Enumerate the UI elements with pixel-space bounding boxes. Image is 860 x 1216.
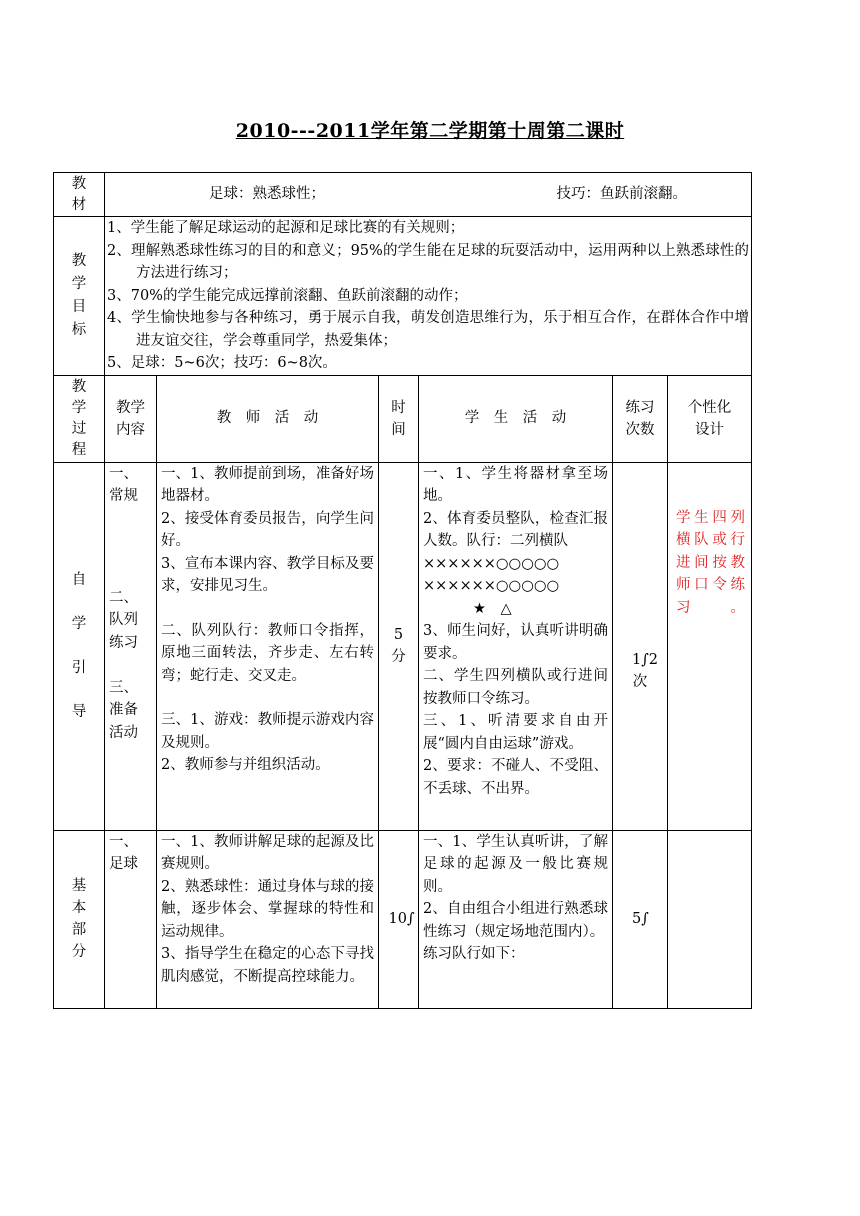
objectives-row: [54, 217, 752, 376]
section1-content: [105, 462, 157, 830]
section2-design: [668, 830, 752, 1008]
student-step-5: 三、1、听清要求自由开展“圆内自由运球”游戏。: [423, 713, 608, 752]
material-row: [54, 173, 752, 217]
teacher-step-5: 三、1、游戏：教师提示游戏内容及规则。: [161, 712, 374, 751]
material-gymnastics: 技巧：鱼跃前滚翻。: [556, 186, 687, 203]
student-step-2: 2、体育委员整队，检查汇报人数。队行：二列横队: [423, 510, 608, 549]
header-student: 学 生 活 动: [419, 375, 613, 462]
teacher-basic-2: 2、熟悉球性：通过身体与球的接触，逐步体会、掌握球的特性和运动规律。: [161, 878, 374, 940]
teacher-basic-3: 3、指导学生在稳定的心态下寻找肌肉感觉，不断提高控球能力。: [161, 946, 374, 985]
section2-content: [105, 830, 157, 1008]
section2-time: 10∫: [379, 830, 419, 1008]
objective-item-2: 2、理解熟悉球性练习的目的和意义；95%的学生能在足球的玩耍活动中，运用两种以上熟悉球性的方法进行练习；: [107, 242, 749, 281]
material-football: 足球：熟悉球性；: [209, 186, 325, 203]
teacher-basic-1: 一、1、教师讲解足球的起源及比赛规则。: [161, 833, 374, 872]
section1-design: [668, 462, 752, 830]
student-step-4: 二、学生四列横队或行进间按教师口令练习。: [423, 668, 608, 707]
header-row: [54, 375, 752, 462]
content-formation: 二、队列练习: [109, 589, 138, 651]
section2-teacher: [157, 830, 379, 1008]
formation-line-3: ★ △: [473, 600, 512, 617]
section1-student: [419, 462, 613, 830]
section1-label: 自学引导: [54, 462, 105, 830]
content-routine: 一、常规: [109, 465, 138, 504]
teacher-step-2: 2、接受体育委员报告，向学生问好。: [161, 510, 374, 549]
section1-count: 1∫2次: [613, 462, 668, 830]
design-note: 学生四列横队或行进间按教师口令练习。: [676, 509, 745, 616]
objectives-cell: [105, 217, 752, 376]
header-content: 教学内容: [105, 375, 157, 462]
content-football: 一、足球: [109, 833, 138, 872]
objective-item-4: 4、学生愉快地参与各种练习，勇于展示自我，萌发创造思维行为，乐于相互合作，在群体合作中增进友谊交往，学会尊重同学，热爱集体；: [107, 310, 749, 349]
section-basic-row: [54, 830, 752, 1008]
section2-student: [419, 830, 613, 1008]
student-basic-2: 2、自由组合小组进行熟悉球性练习（规定场地范围内）。: [423, 901, 608, 940]
page-title: 2010---2011学年第二学期第十周第二课时: [235, 120, 625, 142]
teacher-step-4: 二、队列队行：教师口令指挥，原地三面转法，齐步走、左右转弯；蛇行走、交叉走。: [161, 622, 374, 684]
section-self-study-row: [54, 462, 752, 830]
lesson-plan-table: [53, 172, 752, 1009]
teacher-step-3: 3、宣布本课内容、教学目标及要求，安排见习生。: [161, 555, 374, 594]
content-warmup: 三、准备活动: [109, 679, 138, 741]
student-basic-1: 一、1、学生认真听讲，了解足球的起源及一般比赛规则。: [423, 833, 608, 895]
objective-item-5: 5、足球：5~6次；技巧：6~8次。: [107, 355, 337, 371]
teacher-step-6: 2、教师参与并组织活动。: [161, 757, 330, 773]
student-basic-3: 练习队行如下：: [423, 946, 525, 962]
header-teacher: 教 师 活 动: [157, 375, 379, 462]
header-process: 教学过程: [54, 375, 105, 462]
material-cell: [105, 173, 752, 217]
section1-time: 5分: [379, 462, 419, 830]
student-step-1: 一、1、学生将器材拿至场地。: [423, 465, 608, 504]
student-step-3: 3、师生问好，认真听讲明确要求。: [423, 623, 608, 662]
teacher-step-1: 一、1、教师提前到场，准备好场地器材。: [161, 465, 374, 504]
student-step-6: 2、要求：不碰人、不受阻、不丢球、不出界。: [423, 758, 608, 797]
section2-label: 基本部分: [54, 830, 105, 1008]
section2-count: 5∫: [613, 830, 668, 1008]
material-label: 教材: [54, 173, 105, 217]
objective-item-3: 3、70%的学生能完成远撑前滚翻、鱼跃前滚翻的动作；: [107, 287, 468, 304]
formation-line-1: ××××××○○○○○: [423, 555, 560, 572]
header-count: 练习次数: [613, 375, 668, 462]
section1-teacher: [157, 462, 379, 830]
objective-item-1: 1、学生能了解足球运动的起源和足球比赛的有关规则；: [107, 220, 465, 236]
header-design: 个性化设计: [668, 375, 752, 462]
header-time: 时间: [379, 375, 419, 462]
objectives-label: 教学目标: [54, 217, 105, 376]
formation-line-2: ××××××○○○○○: [423, 578, 560, 594]
